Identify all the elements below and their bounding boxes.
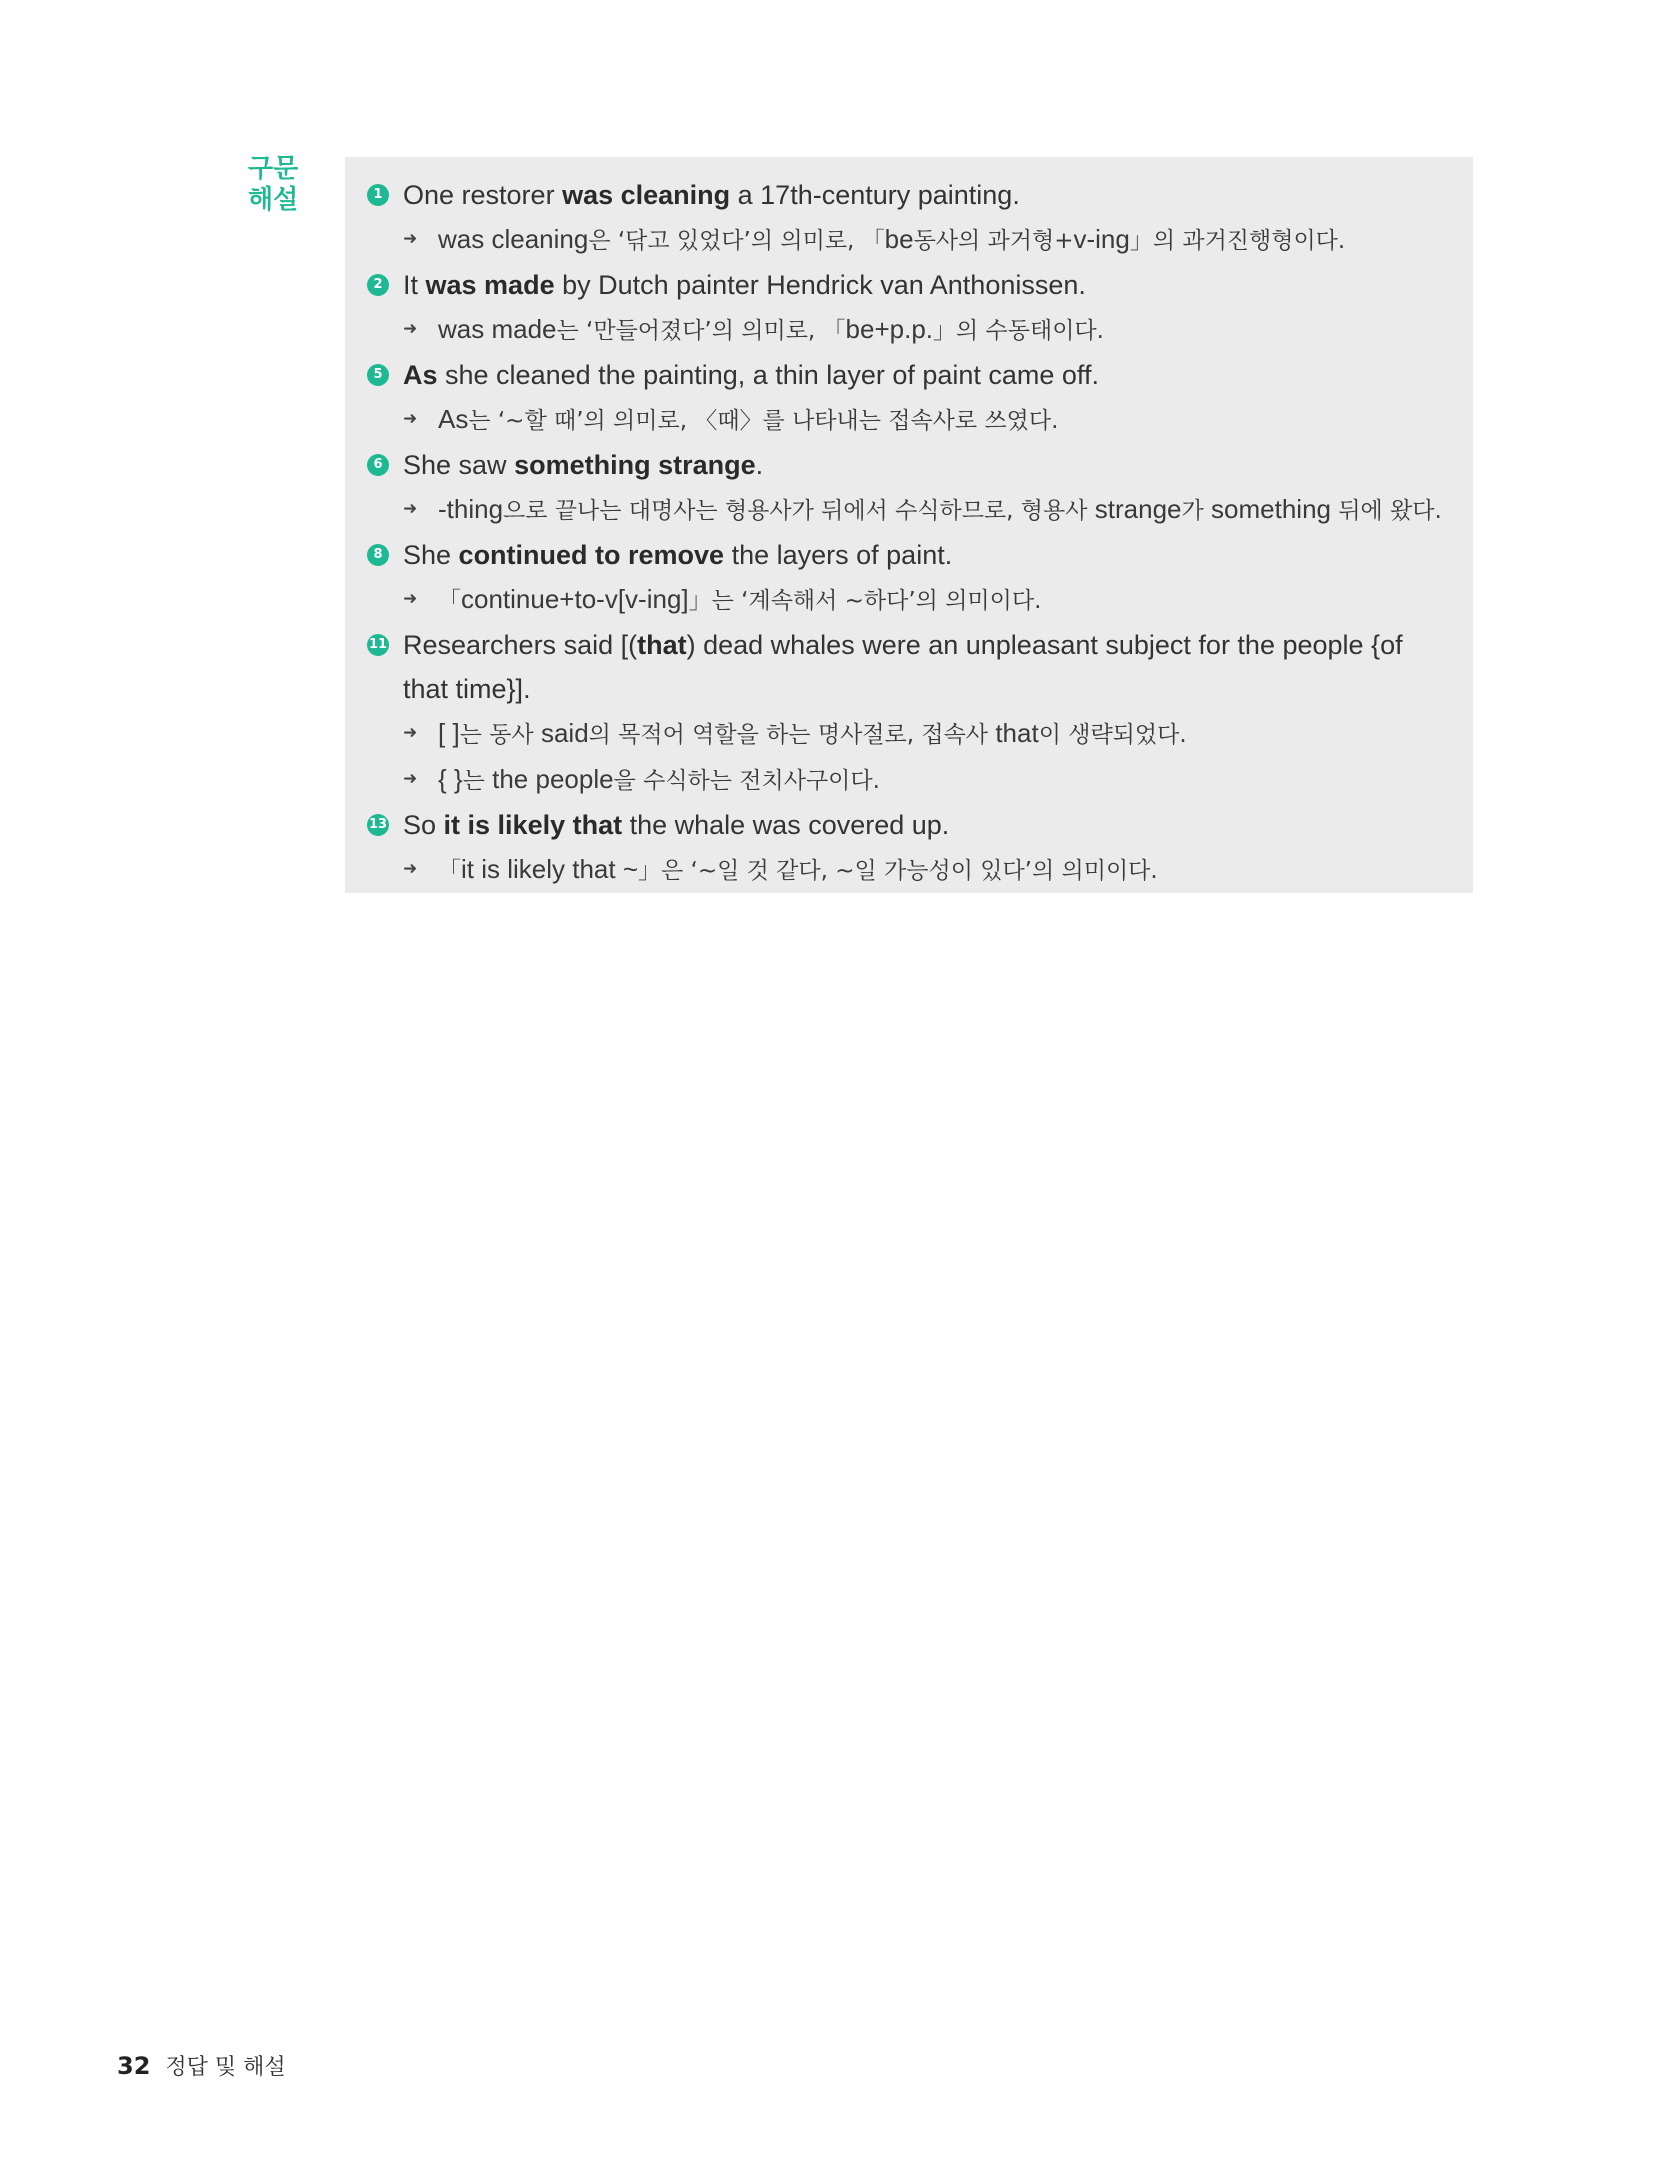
note-text: 는 ‘만들어졌다’의 의미로, 「 <box>556 318 846 344</box>
key-phrase: As <box>403 360 438 390</box>
explanation-item <box>345 803 1473 893</box>
arrow-right-icon: ➜ <box>403 589 418 609</box>
grammar-note <box>345 711 1473 757</box>
arrow-right-icon: ➜ <box>403 499 418 519</box>
arrow-right-icon: ➜ <box>403 769 418 789</box>
explanation-item <box>345 173 1473 263</box>
key-phrase: was made <box>425 270 555 300</box>
arrow-right-icon: ➜ <box>403 859 418 879</box>
note-text: 동사의 과거형+ <box>913 228 1074 254</box>
note-english-term: was cleaning <box>438 224 589 254</box>
note-text: 」은 ‘~일 것 같다, ~일 가능성이 있다’의 의미이다. <box>638 858 1158 884</box>
section-label-line-1: 구문 <box>248 154 299 184</box>
note-english-term: said <box>540 718 589 748</box>
page-number: 32 <box>117 2052 151 2080</box>
note-text: 가 <box>1181 498 1212 524</box>
grammar-note <box>345 847 1473 893</box>
sentence-text: One restorer <box>403 180 563 210</box>
note-text: 으로 끝나는 대명사는 형용사가 뒤에서 수식하므로, 형용사 <box>503 498 1095 524</box>
key-phrase: it is likely that <box>443 810 623 840</box>
note-text: 을 수식하는 전치사구이다. <box>613 768 880 794</box>
note-text: 이 생략되었다. <box>1038 722 1187 748</box>
grammar-note <box>345 757 1473 803</box>
sentence-text: the layers of paint. <box>724 540 953 570</box>
sentence-number-badge: 6 <box>367 454 389 476</box>
section-label <box>248 154 308 216</box>
note-text: 는 <box>462 768 493 794</box>
sentence-text: the whale was covered up. <box>622 810 950 840</box>
note-english-term: strange <box>1094 494 1182 524</box>
sentence-number-badge: 1 <box>367 184 389 206</box>
arrow-right-icon: ➜ <box>403 723 418 743</box>
note-english-term: [ ] <box>438 718 460 748</box>
sentence-number-badge: 5 <box>367 364 389 386</box>
note-text: 는 ‘~할 때’의 의미로, 〈때〉를 나타내는 접속사로 쓰였다. <box>468 408 1059 434</box>
note-english-term: { } <box>438 764 463 794</box>
explanation-item <box>345 533 1473 623</box>
explanation-item <box>345 623 1473 803</box>
example-sentence <box>345 803 1473 847</box>
sentence-text: by Dutch painter Hendrick van Anthonissen. <box>554 270 1086 300</box>
explanation-box <box>345 157 1473 893</box>
note-english-term: v-ing <box>1073 224 1130 254</box>
footer-label: 정답 및 해설 <box>165 2055 286 2080</box>
note-english-term: that <box>995 718 1039 748</box>
note-english-term: something <box>1211 494 1332 524</box>
example-sentence <box>345 353 1473 397</box>
arrow-right-icon: ➜ <box>403 319 418 339</box>
sentence-number-badge: 2 <box>367 274 389 296</box>
sentence-text: . <box>755 450 764 480</box>
note-text: 」의 수동태이다. <box>933 318 1104 344</box>
note-text: 뒤에 왔다. <box>1331 498 1442 524</box>
sentence-number-badge: 8 <box>367 544 389 566</box>
note-text: 」의 과거진행형이다. <box>1129 228 1346 254</box>
note-text: 」는 ‘계속해서 ~하다’의 의미이다. <box>688 588 1042 614</box>
example-sentence <box>345 173 1473 217</box>
key-phrase: something strange <box>514 450 756 480</box>
note-text: 는 동사 <box>459 722 541 748</box>
arrow-right-icon: ➜ <box>403 229 418 249</box>
note-english-term: it is likely that ~ <box>461 854 639 884</box>
note-english-term: be+p.p. <box>845 314 934 344</box>
note-english-term: continue+to-v[v-ing] <box>461 584 689 614</box>
note-english-term: the people <box>492 764 614 794</box>
example-sentence <box>345 533 1473 577</box>
explanation-item <box>345 443 1473 533</box>
note-english-term: was made <box>438 314 557 344</box>
explanation-item <box>345 263 1473 353</box>
sentence-text: a 17th-century painting. <box>730 180 1020 210</box>
sentence-text: she cleaned the painting, a thin layer of paint came off. <box>437 360 1099 390</box>
note-english-term: be <box>884 224 914 254</box>
sentence-text: Researchers said [( <box>403 630 638 660</box>
key-phrase: that <box>637 630 687 660</box>
key-phrase: continued to remove <box>458 540 725 570</box>
sentence-number-badge: 11 <box>367 634 389 656</box>
grammar-note <box>345 307 1473 353</box>
note-english-term: As <box>438 404 469 434</box>
sentence-text: So <box>403 810 444 840</box>
grammar-note <box>345 577 1473 623</box>
note-text: 의 목적어 역할을 하는 명사절로, 접속사 <box>588 722 996 748</box>
example-sentence <box>345 443 1473 487</box>
grammar-note <box>345 397 1473 443</box>
explanation-item <box>345 353 1473 443</box>
grammar-note <box>345 487 1473 533</box>
note-english-term: -thing <box>438 494 504 524</box>
note-text: 은 ‘닦고 있었다’의 의미로, 「 <box>588 228 885 254</box>
sentence-text: She <box>403 540 459 570</box>
sentence-text: ) dead whales were an unpleasant subject for the people {of that time}]. <box>403 630 1403 704</box>
page-footer <box>117 2050 286 2081</box>
sentence-number-badge: 13 <box>367 814 389 836</box>
section-label-line-2: 해설 <box>248 185 299 215</box>
grammar-note <box>345 217 1473 263</box>
sentence-text: It <box>403 270 426 300</box>
sentence-text: She saw <box>403 450 515 480</box>
example-sentence <box>345 263 1473 307</box>
key-phrase: was cleaning <box>562 180 731 210</box>
note-text: 「 <box>438 588 461 614</box>
arrow-right-icon: ➜ <box>403 409 418 429</box>
note-text: 「 <box>438 858 461 884</box>
example-sentence <box>345 623 1473 711</box>
